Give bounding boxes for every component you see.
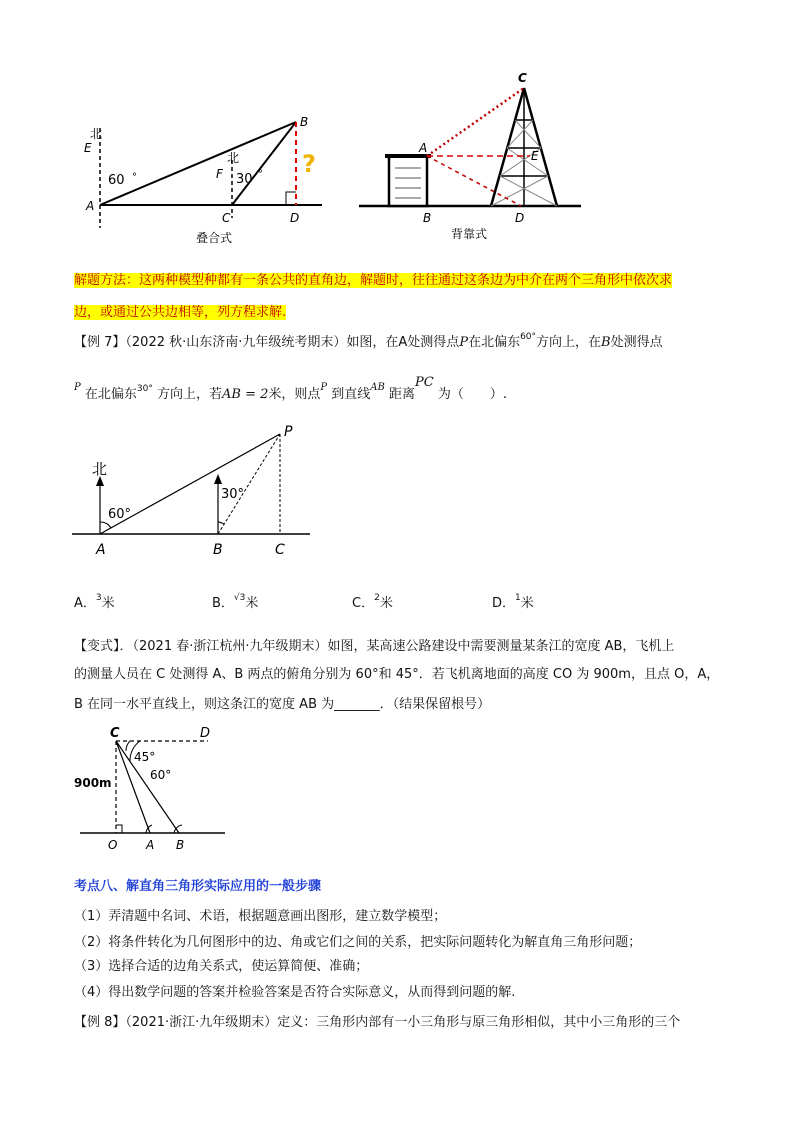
option-b[interactable]: B．$^{√3}$米 — [212, 593, 259, 611]
figure-variant — [70, 725, 230, 853]
fig2-label-d: D — [515, 211, 525, 225]
fig1-caption: 叠合式 — [196, 231, 233, 245]
fig1-label-a: A — [86, 199, 95, 213]
fig1-label-c: C — [222, 211, 231, 225]
fig4-height: 900m — [74, 776, 112, 790]
fig1-label-d: D — [290, 211, 300, 225]
fig4-label-a: A — [146, 838, 155, 852]
fig3-angle-30: 30° — [221, 487, 245, 502]
example-7-line-2: $^P$ 在北偏东$^{30^\circ}$ 方向上，若AB = 2米，则点$^P$ 到直线$^{AB}$ 距离PC 为（ ）. — [74, 375, 507, 402]
section-title: 考点八、解直角三角形实际应用的一般步骤 — [74, 879, 322, 894]
fig4-label-c: C — [110, 726, 120, 741]
fig3-label-p: P — [284, 424, 293, 440]
fig1-question-mark: ? — [302, 150, 316, 178]
variant-line-3: B 在同一水平直线上，则这条江的宽度 AB 为_______．（结果保留根号） — [74, 697, 491, 712]
fig1-deg-2: ° — [258, 169, 263, 180]
fig4-angle-45: 45° — [134, 750, 156, 764]
fig1-label-b: B — [300, 115, 309, 129]
example-7-line-1: 【例 7】（2022 秋·山东济南·九年级统考期末）如图，在A处测得点P在北偏东$^{60^\circ}$方向上，在B处测得点 — [74, 332, 663, 350]
fig2-label-b: B — [423, 211, 432, 225]
figure-overlap-model — [70, 110, 340, 245]
fig2-label-e: E — [531, 149, 539, 163]
fig3-label-c: C — [275, 542, 285, 558]
fig1-angle-60: 60 — [108, 173, 125, 188]
method-line-2: 边，或通过公共边相等，列方程求解. — [74, 305, 287, 320]
fig2-caption: 背靠式 — [451, 227, 488, 241]
fig4-label-d: D — [200, 726, 211, 741]
method-line-1: 解题方法：这两种模型种都有一条公共的直角边，解题时，往往通过这条边为中介在两个三角形中依次求 — [74, 273, 673, 288]
fig4-angle-60: 60° — [150, 768, 172, 782]
figure-back-to-back-model — [355, 68, 585, 243]
fig3-label-a: A — [96, 542, 106, 558]
example-8-line-1: 【例 8】（2021·浙江·九年级期末）定义：三角形内部有一小三角形与原三角形相似，其中小三角形的三个 — [74, 1015, 681, 1030]
section-step-1: （1）弄清题中名词、术语，根据题意画出图形，建立数学模型； — [74, 909, 447, 924]
fig4-label-o: O — [108, 838, 118, 852]
fig4-label-b: B — [176, 838, 185, 852]
fig1-label-f: F — [216, 167, 223, 181]
section-step-3: （3）选择合适的边角关系式，使运算简便、准确； — [74, 959, 369, 974]
fig1-label-e: E — [84, 141, 92, 155]
fig1-angle-30: 30 — [236, 172, 253, 187]
fig2-label-c: C — [518, 71, 527, 85]
option-a[interactable]: A．$^3$米 — [74, 593, 115, 611]
variant-line-1: 【变式】．（2021 春·浙江杭州·九年级期末）如图，某高速公路建设中需要测量某条江的宽度 AB，飞机上 — [74, 639, 675, 654]
variant-line-2: 的测量人员在 C 处测得 A、B 两点的俯角分别为 60°和 45°．若飞机离地面的高度 CO 为 900m，且点 O，A， — [74, 667, 720, 682]
fig1-north-2: 北 — [227, 151, 240, 165]
fig2-label-a: A — [419, 141, 428, 155]
fig3-north: 北 — [92, 460, 108, 478]
section-step-4: （4）得出数学问题的答案并检验答案是否符合实际意义，从而得到问题的解. — [74, 985, 516, 1000]
fig1-deg: ° — [132, 172, 137, 183]
option-d[interactable]: D．$^1$米 — [492, 593, 534, 611]
option-c[interactable]: C．$^2$米 — [352, 593, 393, 611]
fig3-label-b: B — [213, 542, 223, 558]
section-step-2: （2）将条件转化为几何图形中的边、角或它们之间的关系，把实际问题转化为解直角三角形问题； — [74, 935, 642, 950]
figure-example-7 — [70, 420, 330, 560]
fig3-angle-60: 60° — [108, 507, 132, 522]
fig1-north: 北 — [90, 127, 103, 141]
